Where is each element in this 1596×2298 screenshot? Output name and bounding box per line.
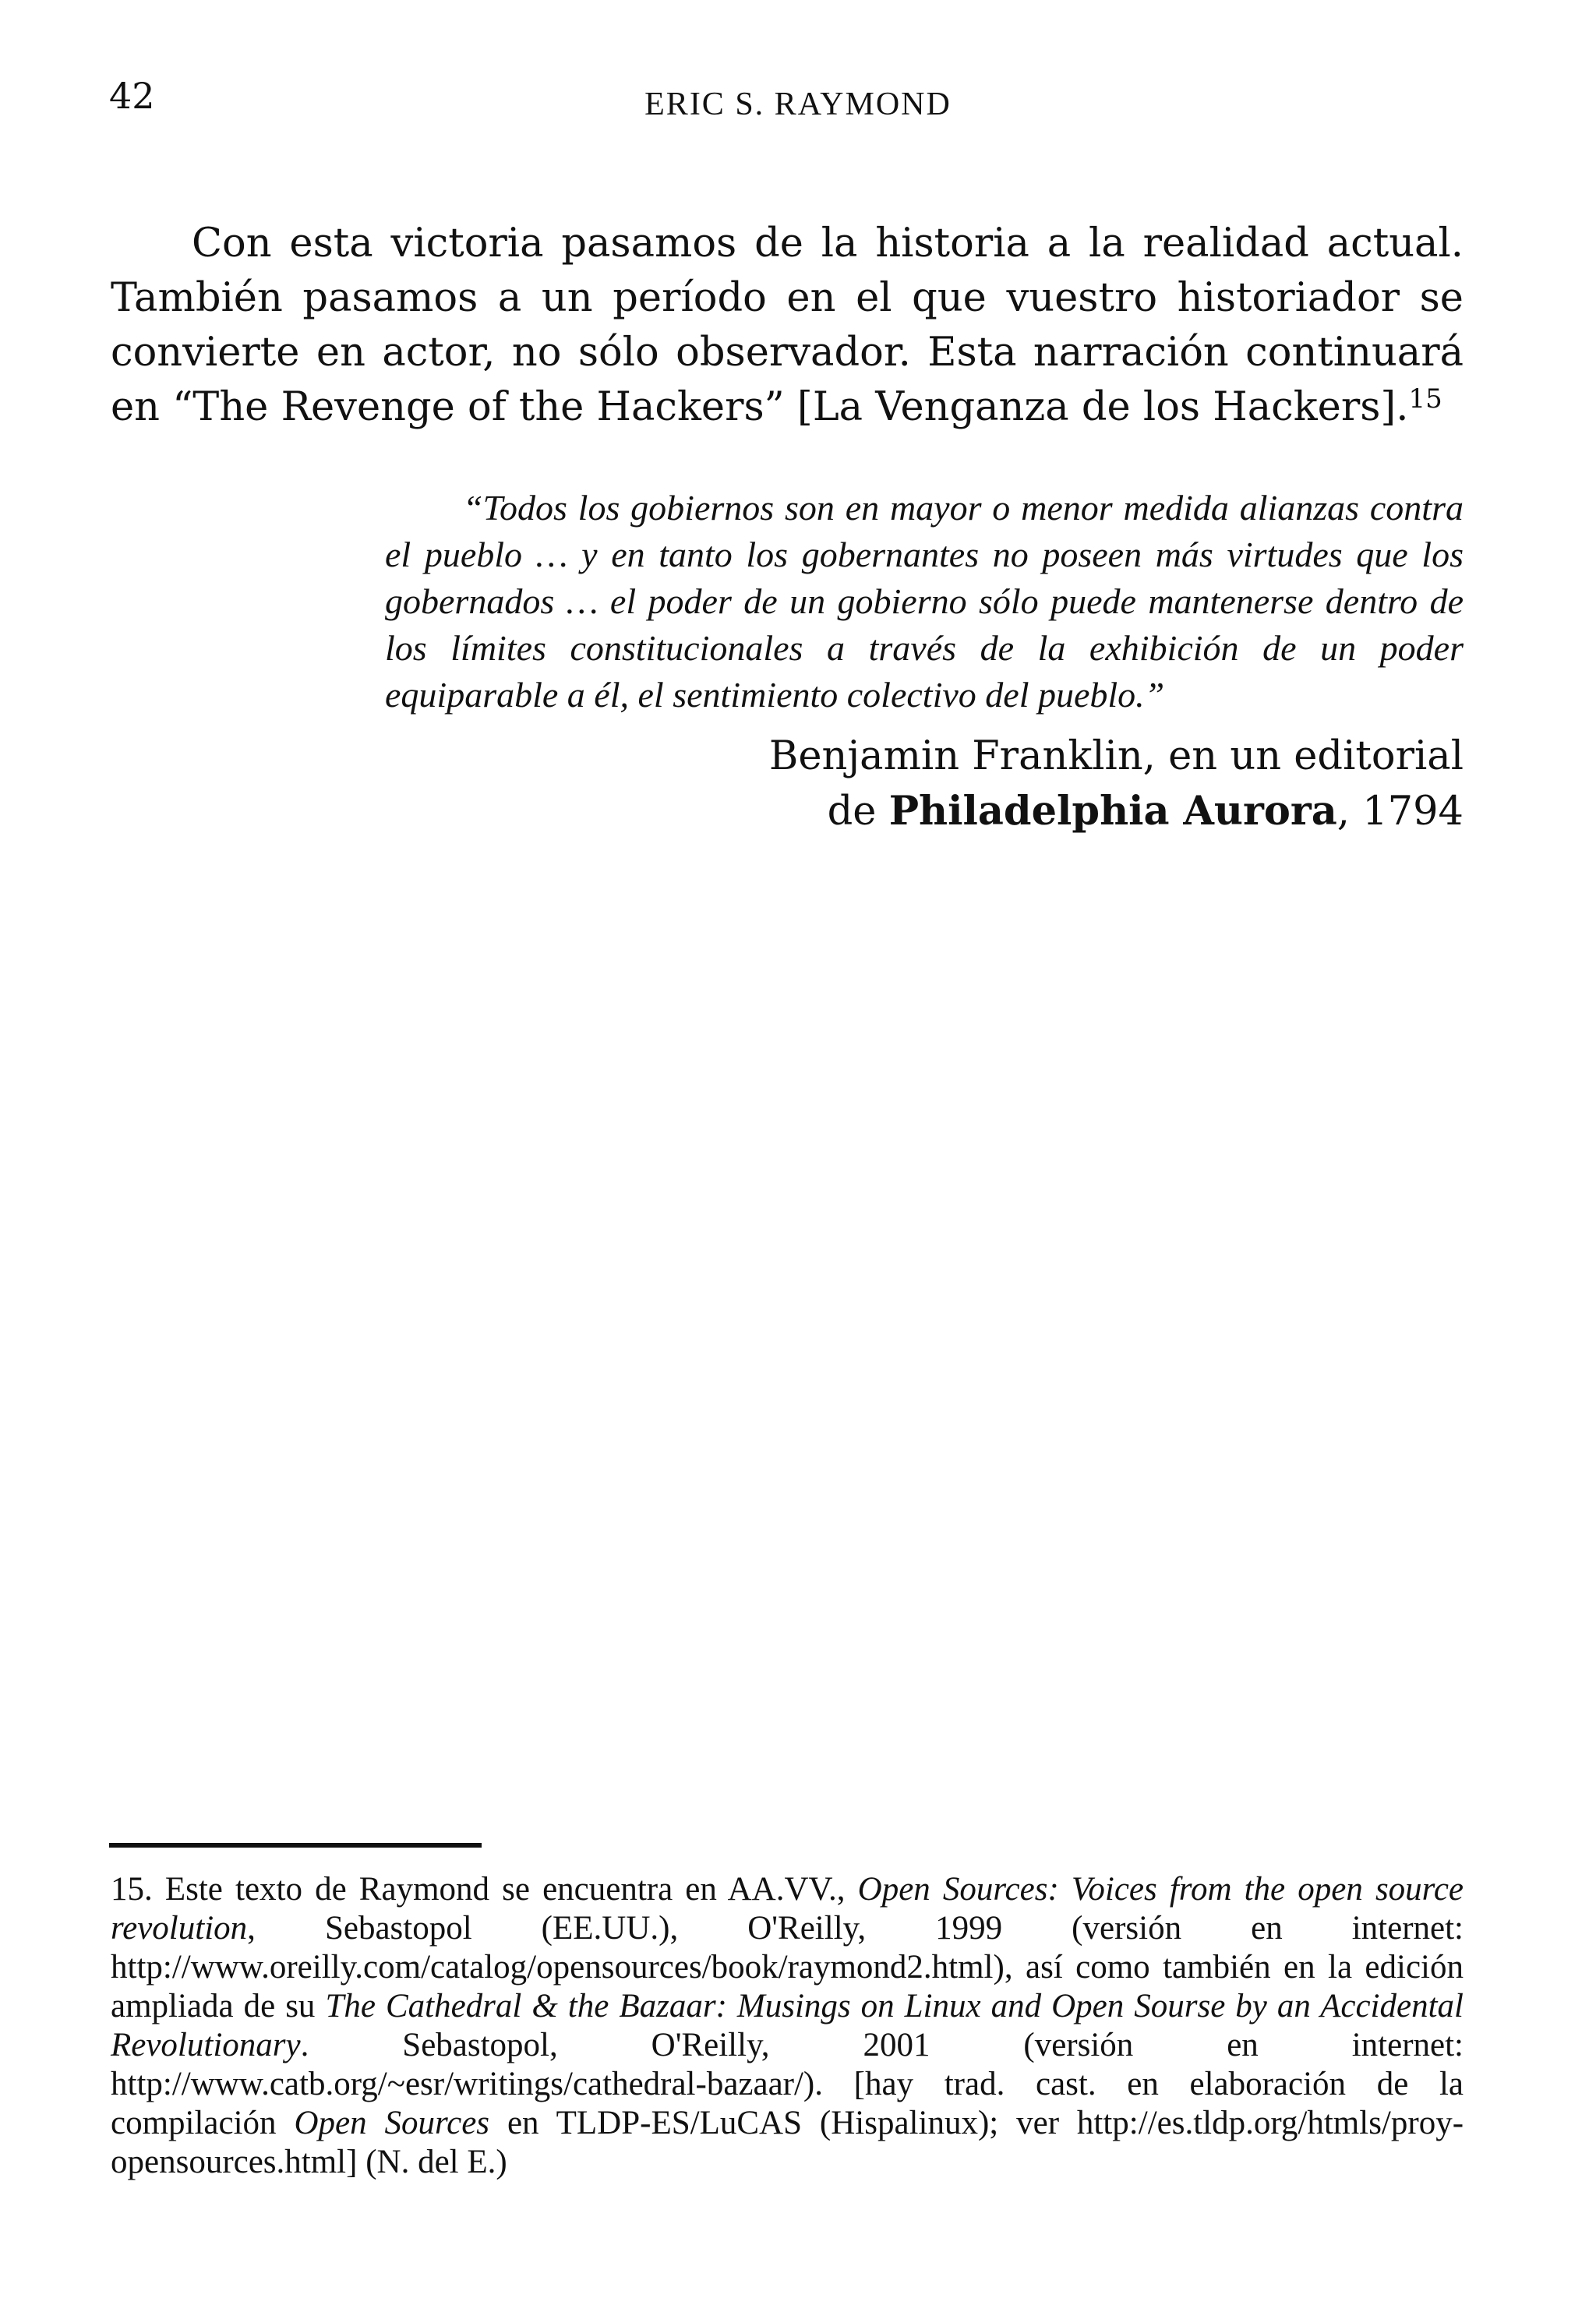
footnote-title-2: The Cathedral & the Bazaar: Musings on Linux and Open Sourse by an Accidental Revolutionary	[111, 1988, 1464, 2063]
epigraph-quote-text: “Todos los gobiernos son en mayor o menor medida alianzas contra el pueblo … y en tanto los gobernantes no poseen más virtudes que los gobernados … el poder de un gobierno sólo puede mantenerse dentro de los límites constitucionales a través de la exhibición de un poder equiparable a él, el sentimiento colectivo del pueblo.”	[385, 488, 1464, 715]
footnote-text-1: Este texto de Raymond se encuentra en AA.VV.,	[152, 1871, 858, 1908]
attribution-source: Philadelphia Aurora	[888, 788, 1337, 835]
body-paragraph	[111, 217, 1464, 435]
footnote-text-2: , Sebastopol (EE.UU.), O'Reilly, 1999 (versión en internet: http://www.oreilly.com/catalog/opensources/book/raymond2.html), así como también en la edición ampliada de su	[111, 1910, 1464, 2024]
footnote-number: 15.	[111, 1871, 153, 1908]
epigraph-attribution	[385, 729, 1464, 839]
footnote-text-4: en TLDP-ES/LuCAS (Hispalinux); ver http://es.tldp.org/htmls/proy-opensources.html] (N. del E.)	[111, 2105, 1464, 2180]
epigraph-quote	[385, 485, 1464, 718]
attribution-prefix: de	[827, 789, 889, 835]
footnote-reference: 15	[1408, 383, 1442, 415]
footnote-title-3: Open Sources	[294, 2105, 490, 2141]
footnote-rule	[109, 1843, 482, 1848]
footnote-title-1: Open Sources: Voices from the open source revolution	[111, 1871, 1464, 1947]
body-paragraph-text: Con esta victoria pasamos de la historia a la realidad actual. También pasamos a un período en el que vuestro historiador se convierte en actor, no sólo observador. Esta narración continuará en “The Revenge of the Hackers” [La Venganza de los Hackers].	[111, 221, 1464, 430]
running-head: ERIC S. RAYMOND	[644, 86, 952, 122]
attribution-line-1: Benjamin Franklin, en un editorial	[768, 733, 1464, 779]
footnote-text-3: . Sebastopol, O'Reilly, 2001 (versión en internet: http://www.catb.org/~esr/writings/cathedral-bazaar/). [hay trad. cast. en elaboración de la compilación	[111, 2027, 1464, 2141]
page-number: 42	[109, 75, 155, 117]
attribution-year: , 1794	[1336, 789, 1464, 835]
footnote	[111, 1870, 1464, 2182]
attribution-line-2	[385, 784, 1464, 839]
